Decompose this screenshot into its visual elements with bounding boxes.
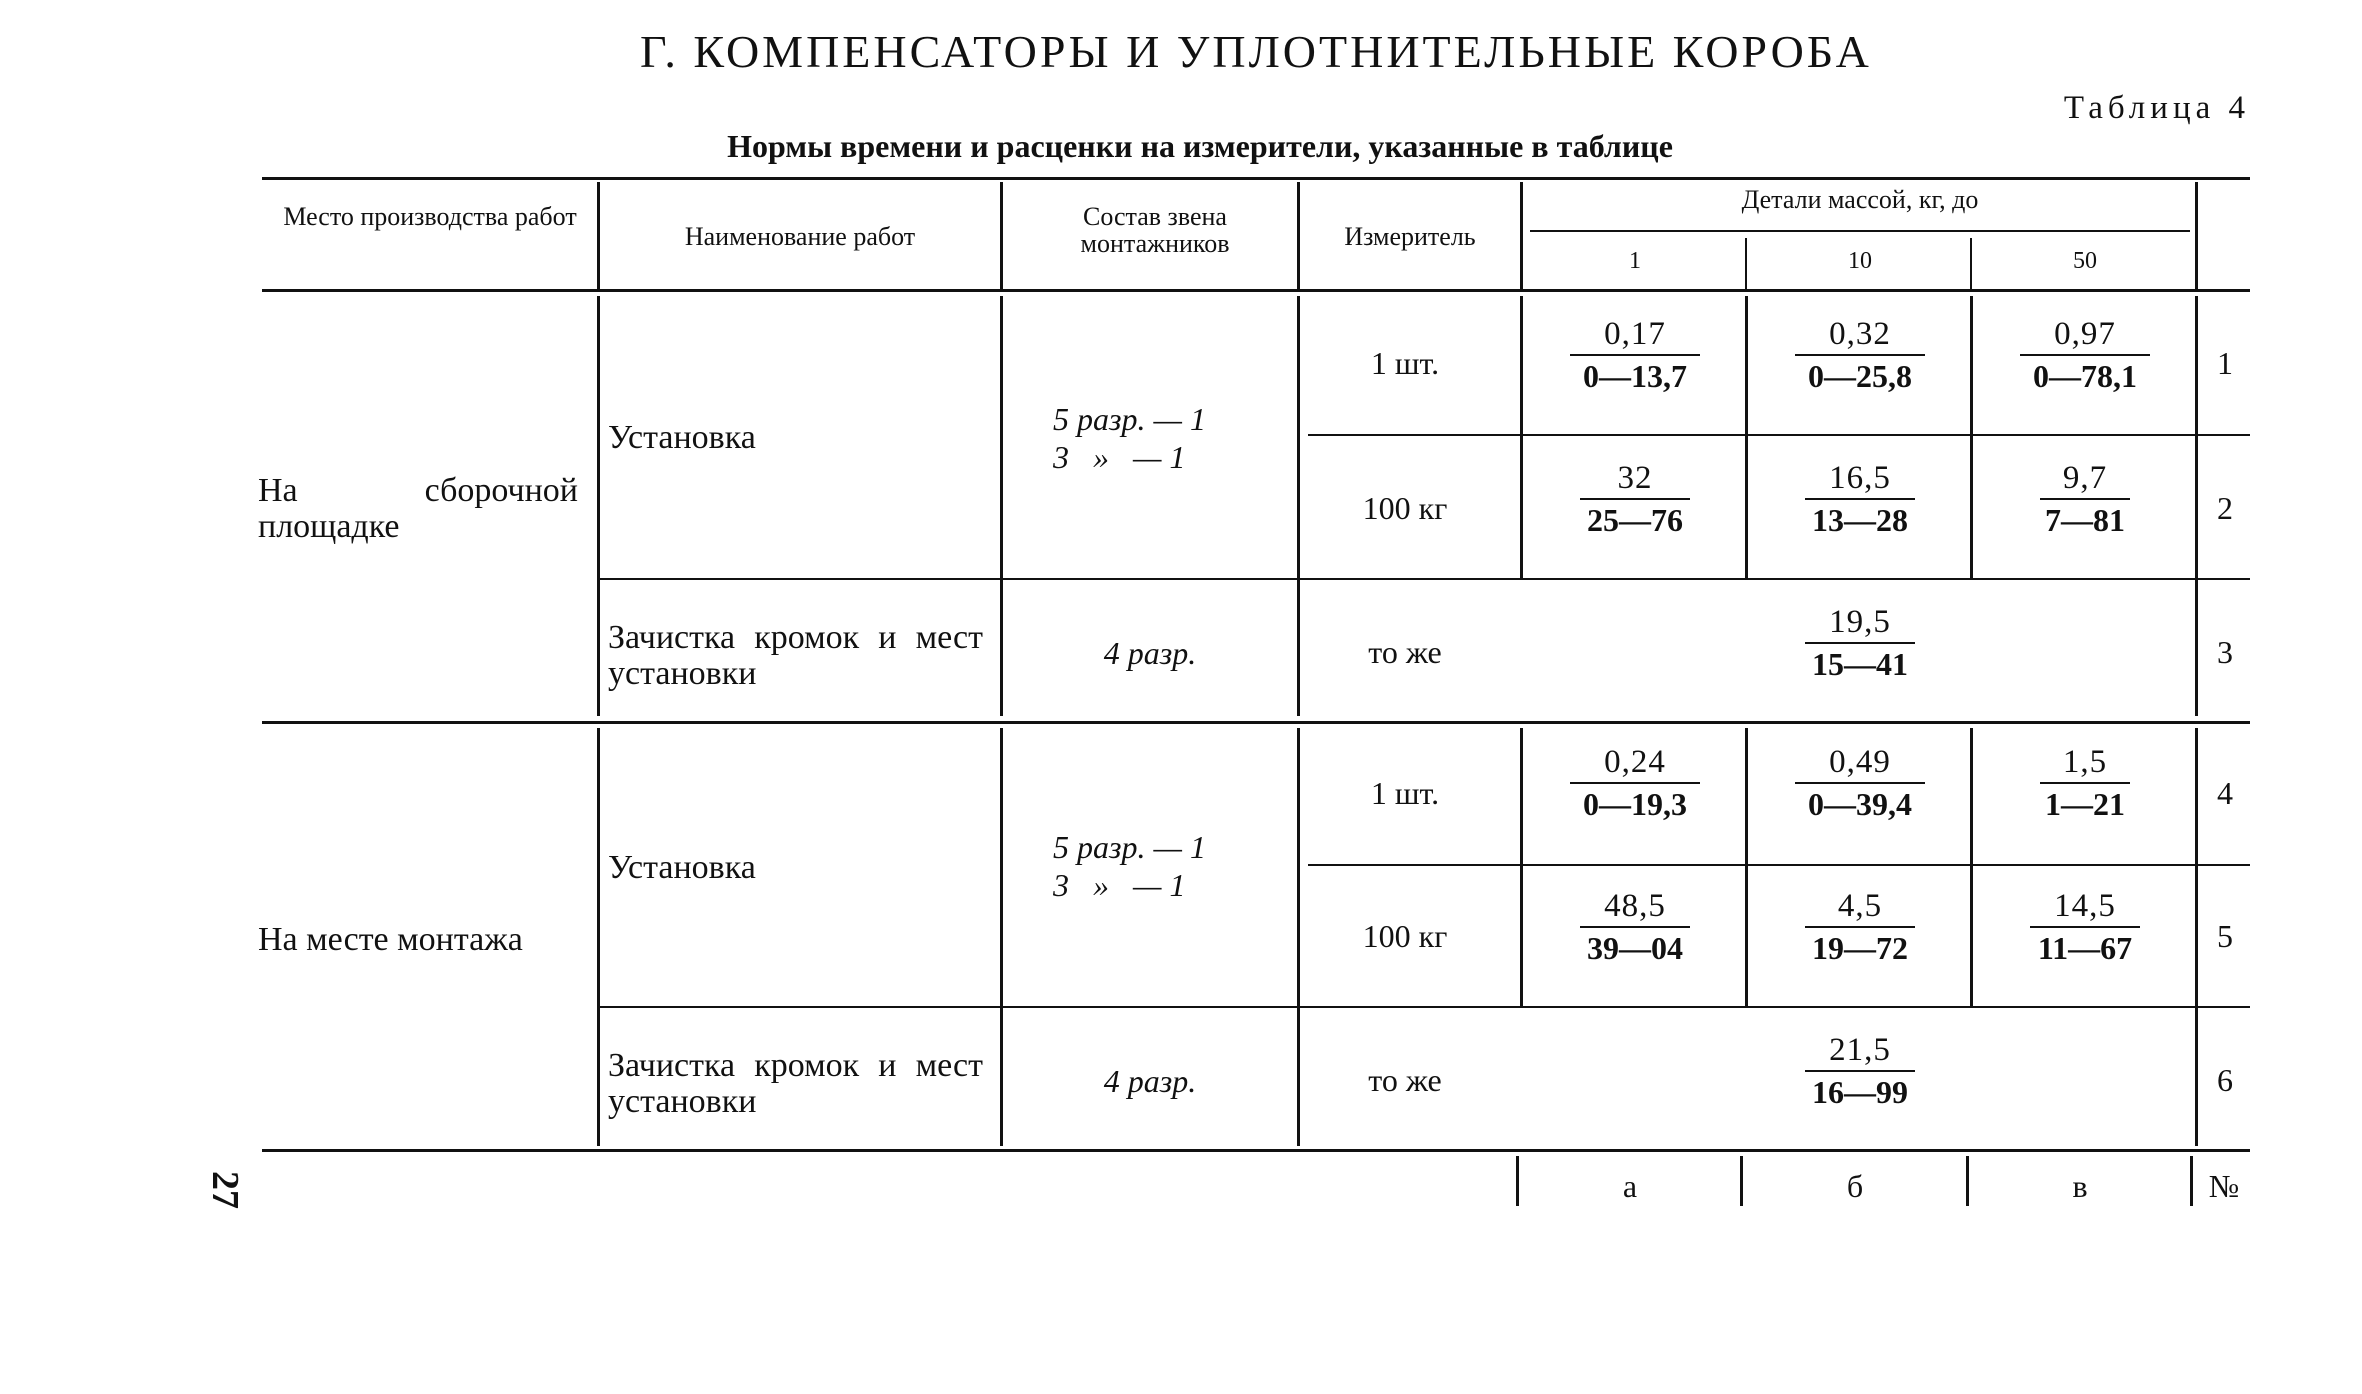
unit-row-1: 1 шт.: [1370, 345, 1440, 381]
row-number-2: 2: [2217, 490, 2233, 526]
crew-install-2: 5 разр. — 1 3 » — 1: [1053, 829, 1206, 903]
work-clean-1: Зачистка кромок и мест установки: [608, 619, 983, 692]
place-assembly-site: На сборочной площадке: [258, 472, 578, 545]
value-row-5-a: 48,5 39—04: [1525, 886, 1745, 968]
row-number-6: 6: [2217, 1062, 2233, 1098]
unit-row-5: 100 кг: [1362, 918, 1448, 954]
table-number: Таблица 4: [2063, 90, 2250, 126]
row-number-4: 4: [2217, 775, 2233, 811]
row-number-3: 3: [2217, 634, 2233, 670]
value-row-5-c: 14,5 11—67: [1975, 886, 2195, 968]
header-mass-1: 1: [1629, 248, 1641, 274]
value-row-4-b: 0,49 0—39,4: [1750, 742, 1970, 824]
value-row-4-c: 1,5 1—21: [1975, 742, 2195, 824]
footer-col-no: №: [2208, 1168, 2240, 1204]
value-row-5-b: 4,5 19—72: [1750, 886, 1970, 968]
value-row-2-a: 32 25—76: [1525, 458, 1745, 540]
value-row-4-a: 0,24 0—19,3: [1525, 742, 1745, 824]
work-install-2: Установка: [608, 849, 756, 886]
header-mass-group: Детали массой, кг, до: [1741, 185, 1979, 214]
unit-row-6: то же: [1368, 1062, 1442, 1098]
crew-install-1: 5 разр. — 1 3 » — 1: [1053, 401, 1206, 475]
row-number-5: 5: [2217, 918, 2233, 954]
section-title: Г. КОМПЕНСАТОРЫ И УПЛОТНИТЕЛЬНЫЕ КОРОБА: [640, 26, 1872, 77]
row-number-1: 1: [2217, 345, 2233, 381]
crew-clean-2: 4 разр.: [1103, 1063, 1197, 1099]
crew-clean-1: 4 разр.: [1103, 635, 1197, 671]
header-mass-50: 50: [2073, 248, 2097, 274]
unit-row-2: 100 кг: [1362, 490, 1448, 526]
page-number: 27: [204, 1171, 246, 1209]
header-crew: Состав звена монтажников: [1080, 202, 1230, 258]
value-row-2-c: 9,7 7—81: [1975, 458, 2195, 540]
place-installation-site: На месте монтажа: [258, 921, 523, 958]
value-row-3: 19,5 15—41: [1525, 602, 2195, 684]
value-row-1-b: 0,32 0—25,8: [1750, 314, 1970, 396]
header-place: Место производства работ: [283, 202, 577, 231]
value-row-1-a: 0,17 0—13,7: [1525, 314, 1745, 396]
unit-row-4: 1 шт.: [1370, 775, 1440, 811]
value-row-1-c: 0,97 0—78,1: [1975, 314, 2195, 396]
footer-col-c: в: [2072, 1168, 2088, 1204]
work-install-1: Установка: [608, 419, 756, 456]
work-clean-2: Зачистка кромок и мест установки: [608, 1047, 983, 1120]
header-unit: Измеритель: [1344, 222, 1476, 251]
header-work: Наименование работ: [684, 222, 916, 251]
footer-col-a: а: [1622, 1168, 1638, 1204]
value-row-2-b: 16,5 13—28: [1750, 458, 1970, 540]
value-row-6: 21,5 16—99: [1525, 1030, 2195, 1112]
header-mass-10: 10: [1848, 248, 1872, 274]
unit-row-3: то же: [1368, 634, 1442, 670]
footer-col-b: б: [1846, 1168, 1864, 1204]
table-caption: Нормы времени и расценки на измерители, указанные в таблице: [727, 128, 1673, 164]
